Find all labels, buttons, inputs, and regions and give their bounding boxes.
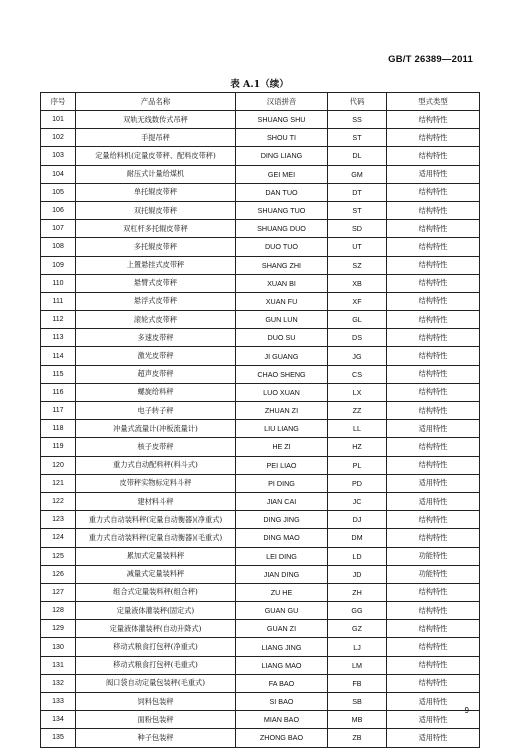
- cell-code: FB: [328, 674, 387, 692]
- cell-pinyin: FA BAO: [236, 674, 328, 692]
- cell-type: 结构特性: [387, 256, 480, 274]
- cell-product-name: 手提吊秤: [76, 129, 236, 147]
- table-row: [41, 111, 480, 129]
- cell-code: GM: [328, 165, 387, 183]
- cell-no: 102: [41, 129, 76, 147]
- cell-pinyin: JIAN DING: [236, 565, 328, 583]
- cell-type: 结构特性: [387, 238, 480, 256]
- cell-pinyin: ZHUAN ZI: [236, 402, 328, 420]
- cell-product-name: 种子包装秤: [76, 729, 236, 747]
- cell-pinyin: CHAO SHENG: [236, 365, 328, 383]
- cell-pinyin: DING LIANG: [236, 147, 328, 165]
- cell-product-name: 阀口袋自动定量包装秤(毛重式): [76, 674, 236, 692]
- cell-type: 结构特性: [387, 583, 480, 601]
- cell-pinyin: LIANG MAO: [236, 656, 328, 674]
- table-row: [41, 256, 480, 274]
- cell-type: 结构特性: [387, 292, 480, 310]
- cell-code: XB: [328, 274, 387, 292]
- cell-pinyin: JIAN CAI: [236, 492, 328, 510]
- cell-no: 121: [41, 474, 76, 492]
- cell-type: 结构特性: [387, 147, 480, 165]
- cell-type: 结构特性: [387, 129, 480, 147]
- cell-product-name: 重力式自动配料秤(料斗式): [76, 456, 236, 474]
- table-row: [41, 220, 480, 238]
- table-row: [41, 365, 480, 383]
- col-header-code: 代码: [328, 93, 387, 111]
- cell-pinyin: SHUANG TUO: [236, 201, 328, 219]
- table-row: [41, 129, 480, 147]
- cell-code: PL: [328, 456, 387, 474]
- cell-pinyin: SI BAO: [236, 693, 328, 711]
- cell-type: 结构特性: [387, 511, 480, 529]
- cell-product-name: 激光皮带秤: [76, 347, 236, 365]
- cell-code: ST: [328, 129, 387, 147]
- cell-type: 结构特性: [387, 383, 480, 401]
- table-row: [41, 602, 480, 620]
- cell-type: 适用特性: [387, 693, 480, 711]
- cell-no: 105: [41, 183, 76, 201]
- cell-no: 109: [41, 256, 76, 274]
- cell-no: 115: [41, 365, 76, 383]
- cell-no: 106: [41, 201, 76, 219]
- cell-product-name: 螺旋给料秤: [76, 383, 236, 401]
- cell-pinyin: SHOU TI: [236, 129, 328, 147]
- cell-pinyin: PEI LIAO: [236, 456, 328, 474]
- cell-code: JC: [328, 492, 387, 510]
- standard-code: GB/T 26389—2011: [388, 54, 473, 65]
- product-table: [40, 92, 480, 748]
- cell-pinyin: LUO XUAN: [236, 383, 328, 401]
- cell-no: 134: [41, 711, 76, 729]
- cell-type: 适用特性: [387, 474, 480, 492]
- cell-no: 119: [41, 438, 76, 456]
- cell-product-name: 悬臂式皮带秤: [76, 274, 236, 292]
- table-body: [41, 111, 480, 748]
- cell-pinyin: GUN LUN: [236, 311, 328, 329]
- col-header-no: 序号: [41, 93, 76, 111]
- cell-type: 结构特性: [387, 111, 480, 129]
- cell-code: LM: [328, 656, 387, 674]
- cell-type: 结构特性: [387, 602, 480, 620]
- table-row: [41, 311, 480, 329]
- cell-pinyin: LIANG JING: [236, 638, 328, 656]
- cell-pinyin: DUO TUO: [236, 238, 328, 256]
- cell-type: 结构特性: [387, 638, 480, 656]
- cell-pinyin: JI GUANG: [236, 347, 328, 365]
- cell-product-name: 冲量式流量计(冲板流量计): [76, 420, 236, 438]
- cell-no: 118: [41, 420, 76, 438]
- cell-pinyin: DAN TUO: [236, 183, 328, 201]
- table-row: [41, 292, 480, 310]
- table-row: [41, 656, 480, 674]
- cell-no: 132: [41, 674, 76, 692]
- cell-product-name: 饲料包装秤: [76, 693, 236, 711]
- table-row: [41, 583, 480, 601]
- cell-code: LD: [328, 547, 387, 565]
- cell-no: 101: [41, 111, 76, 129]
- cell-pinyin: HE ZI: [236, 438, 328, 456]
- cell-code: SZ: [328, 256, 387, 274]
- cell-product-name: 悬浮式皮带秤: [76, 292, 236, 310]
- cell-product-name: 多托辊皮带秤: [76, 238, 236, 256]
- cell-pinyin: SHANG ZHI: [236, 256, 328, 274]
- cell-code: ST: [328, 201, 387, 219]
- table-row: [41, 347, 480, 365]
- cell-code: XF: [328, 292, 387, 310]
- cell-type: 功能特性: [387, 547, 480, 565]
- cell-code: JG: [328, 347, 387, 365]
- cell-no: 126: [41, 565, 76, 583]
- table-row: [41, 620, 480, 638]
- cell-product-name: 定量液体灌装秤(固定式): [76, 602, 236, 620]
- cell-product-name: 移动式粮食打包秤(净重式): [76, 638, 236, 656]
- cell-pinyin: SHUANG DUO: [236, 220, 328, 238]
- cell-type: 结构特性: [387, 620, 480, 638]
- cell-code: DT: [328, 183, 387, 201]
- cell-type: 结构特性: [387, 365, 480, 383]
- table-row: [41, 547, 480, 565]
- cell-no: 135: [41, 729, 76, 747]
- cell-code: ZZ: [328, 402, 387, 420]
- table-row: [41, 165, 480, 183]
- cell-code: GL: [328, 311, 387, 329]
- cell-type: 结构特性: [387, 347, 480, 365]
- cell-no: 107: [41, 220, 76, 238]
- cell-no: 103: [41, 147, 76, 165]
- cell-product-name: 上置悬挂式皮带秤: [76, 256, 236, 274]
- cell-pinyin: SHUANG SHU: [236, 111, 328, 129]
- cell-no: 111: [41, 292, 76, 310]
- table-row: [41, 529, 480, 547]
- cell-code: GZ: [328, 620, 387, 638]
- cell-code: DS: [328, 329, 387, 347]
- cell-product-name: 建材料斗秤: [76, 492, 236, 510]
- cell-no: 127: [41, 583, 76, 601]
- cell-no: 123: [41, 511, 76, 529]
- table-header: [41, 93, 480, 111]
- cell-product-name: 定量给料机(定量皮带秤、配料皮带秤): [76, 147, 236, 165]
- cell-pinyin: GEI MEI: [236, 165, 328, 183]
- cell-type: 结构特性: [387, 274, 480, 292]
- table-row: [41, 329, 480, 347]
- cell-code: LL: [328, 420, 387, 438]
- cell-pinyin: DING MAO: [236, 529, 328, 547]
- cell-product-name: 累加式定量装料秤: [76, 547, 236, 565]
- table-row: [41, 565, 480, 583]
- cell-no: 110: [41, 274, 76, 292]
- cell-product-name: 减量式定量装料秤: [76, 565, 236, 583]
- cell-no: 104: [41, 165, 76, 183]
- cell-no: 108: [41, 238, 76, 256]
- cell-no: 124: [41, 529, 76, 547]
- col-header-product-name: 产品名称: [76, 93, 236, 111]
- cell-code: LJ: [328, 638, 387, 656]
- table-row: [41, 511, 480, 529]
- table-row: [41, 183, 480, 201]
- cell-pinyin: DING JING: [236, 511, 328, 529]
- cell-no: 114: [41, 347, 76, 365]
- table-row: [41, 147, 480, 165]
- cell-product-name: 电子转子秤: [76, 402, 236, 420]
- cell-product-name: 重力式自动装料秤(定量自动衡器)(毛重式): [76, 529, 236, 547]
- table-row: [41, 402, 480, 420]
- cell-code: GG: [328, 602, 387, 620]
- table-row: [41, 711, 480, 729]
- cell-code: DJ: [328, 511, 387, 529]
- cell-no: 125: [41, 547, 76, 565]
- cell-pinyin: ZHONG BAO: [236, 729, 328, 747]
- table-row: [41, 674, 480, 692]
- col-header-type: 型式类型: [387, 93, 480, 111]
- cell-code: JD: [328, 565, 387, 583]
- cell-no: 128: [41, 602, 76, 620]
- cell-code: UT: [328, 238, 387, 256]
- cell-product-name: 单托辊皮带秤: [76, 183, 236, 201]
- cell-type: 结构特性: [387, 456, 480, 474]
- cell-type: 结构特性: [387, 402, 480, 420]
- cell-product-name: 组合式定量装料秤(组合秤): [76, 583, 236, 601]
- cell-type: 适用特性: [387, 492, 480, 510]
- cell-pinyin: PI DING: [236, 474, 328, 492]
- cell-type: 适用特性: [387, 711, 480, 729]
- cell-pinyin: XUAN FU: [236, 292, 328, 310]
- header-row: [41, 93, 480, 111]
- cell-product-name: 耐压式计量给煤机: [76, 165, 236, 183]
- cell-no: 133: [41, 693, 76, 711]
- table-row: [41, 201, 480, 219]
- cell-no: 131: [41, 656, 76, 674]
- table-row: [41, 474, 480, 492]
- cell-type: 结构特性: [387, 438, 480, 456]
- cell-code: MB: [328, 711, 387, 729]
- cell-product-name: 移动式粮食打包秤(毛重式): [76, 656, 236, 674]
- cell-type: 结构特性: [387, 674, 480, 692]
- cell-pinyin: GUAN ZI: [236, 620, 328, 638]
- cell-product-name: 皮带秤实物标定料斗秤: [76, 474, 236, 492]
- cell-no: 116: [41, 383, 76, 401]
- cell-type: 结构特性: [387, 220, 480, 238]
- cell-product-name: 重力式自动装料秤(定量自动衡器)(净重式): [76, 511, 236, 529]
- cell-product-name: 双轨无线数传式吊秤: [76, 111, 236, 129]
- cell-product-name: 双托辊皮带秤: [76, 201, 236, 219]
- cell-code: SB: [328, 693, 387, 711]
- cell-pinyin: GUAN GU: [236, 602, 328, 620]
- cell-code: HZ: [328, 438, 387, 456]
- cell-type: 结构特性: [387, 183, 480, 201]
- cell-product-name: 多速皮带秤: [76, 329, 236, 347]
- cell-pinyin: LEI DING: [236, 547, 328, 565]
- cell-pinyin: MIAN BAO: [236, 711, 328, 729]
- cell-code: ZB: [328, 729, 387, 747]
- cell-code: SD: [328, 220, 387, 238]
- cell-type: 结构特性: [387, 311, 480, 329]
- table-row: [41, 438, 480, 456]
- cell-code: PD: [328, 474, 387, 492]
- table-row: [41, 456, 480, 474]
- cell-type: 适用特性: [387, 729, 480, 747]
- table-row: [41, 274, 480, 292]
- cell-product-name: 定量液体灌装秤(自动升降式): [76, 620, 236, 638]
- cell-no: 112: [41, 311, 76, 329]
- cell-product-name: 双杠杆多托辊皮带秤: [76, 220, 236, 238]
- table-row: [41, 729, 480, 747]
- cell-code: LX: [328, 383, 387, 401]
- table-row: [41, 420, 480, 438]
- cell-pinyin: ZU HE: [236, 583, 328, 601]
- page-number: 9: [464, 706, 469, 715]
- table-row: [41, 383, 480, 401]
- cell-no: 117: [41, 402, 76, 420]
- cell-no: 130: [41, 638, 76, 656]
- cell-code: CS: [328, 365, 387, 383]
- cell-code: ZH: [328, 583, 387, 601]
- cell-code: DM: [328, 529, 387, 547]
- cell-type: 功能特性: [387, 565, 480, 583]
- cell-type: 结构特性: [387, 656, 480, 674]
- table-row: [41, 693, 480, 711]
- cell-type: 适用特性: [387, 420, 480, 438]
- table-row: [41, 492, 480, 510]
- col-header-pinyin: 汉语拼音: [236, 93, 328, 111]
- cell-no: 122: [41, 492, 76, 510]
- cell-no: 129: [41, 620, 76, 638]
- cell-product-name: 滚轮式皮带秤: [76, 311, 236, 329]
- cell-type: 适用特性: [387, 165, 480, 183]
- cell-no: 113: [41, 329, 76, 347]
- cell-pinyin: XUAN BI: [236, 274, 328, 292]
- cell-type: 结构特性: [387, 329, 480, 347]
- cell-code: SS: [328, 111, 387, 129]
- cell-product-name: 核子皮带秤: [76, 438, 236, 456]
- cell-pinyin: DUO SU: [236, 329, 328, 347]
- table-row: [41, 638, 480, 656]
- cell-type: 结构特性: [387, 529, 480, 547]
- table-caption: 表 A.1（续）: [230, 79, 289, 90]
- cell-product-name: 面粉包装秤: [76, 711, 236, 729]
- cell-product-name: 超声皮带秤: [76, 365, 236, 383]
- cell-pinyin: LIU LIANG: [236, 420, 328, 438]
- cell-type: 结构特性: [387, 201, 480, 219]
- cell-no: 120: [41, 456, 76, 474]
- cell-code: DL: [328, 147, 387, 165]
- table-row: [41, 238, 480, 256]
